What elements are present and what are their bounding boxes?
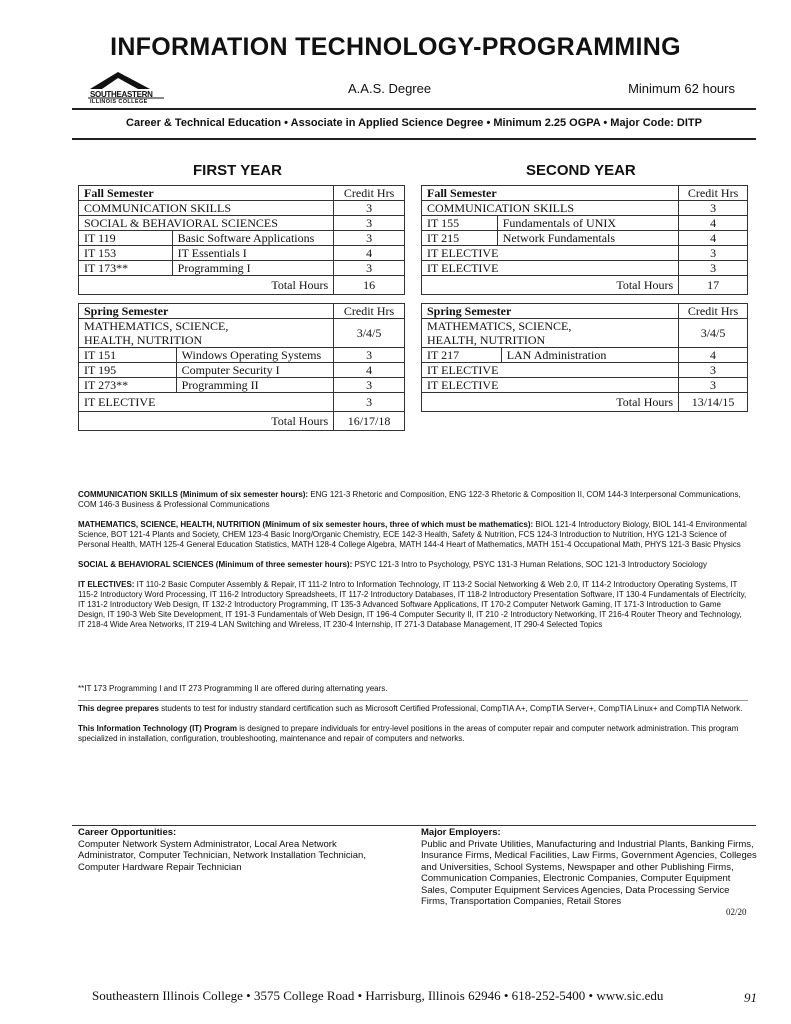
note-text: BIOL 121-4 Introductory Biology, BIOL 141-4 Environmental Science, BOT 121-4 Plants and Society, CHEM 123-4 Basic Inorg/Organic Chemistry, ECE 142-3 Health, Safety & Nutrition, FCS 124-3 Introduction to Nutrition, HYG 121-3 Science of Personal Health, MATH 125-4 General Education Statistics, MATH 128-4 College Algebra, MATH 144-4 Heart of Mathematics, MATH 151-4 Occupational Math, PHYS 121-3 Basic Physics <box>78 520 747 549</box>
revision-code: 02/20 <box>726 907 747 917</box>
course-code: IT 217 <box>422 348 502 363</box>
table-row <box>79 216 405 231</box>
math-science-note <box>78 520 748 550</box>
program-notes <box>78 684 748 754</box>
credit-hours: 3 <box>334 378 405 393</box>
employers-heading: Major Employers: <box>421 827 501 838</box>
course-code: IT 155 <box>422 216 498 231</box>
course-code: IT ELECTIVE <box>422 378 679 393</box>
notes-divider <box>78 700 748 701</box>
credit-hours: 3/4/5 <box>679 319 748 348</box>
credit-hours: 3 <box>679 261 748 276</box>
course-code: IT 273** <box>79 378 177 393</box>
credit-hours: 4 <box>334 246 405 261</box>
credit-hours: 4 <box>679 231 748 246</box>
course-code: IT 215 <box>422 231 498 246</box>
note-label: SOCIAL & BEHAVIORAL SCIENCES (Minimum of three semester hours): <box>78 560 353 569</box>
course-name: Network Fundamentals <box>497 231 678 246</box>
total-row <box>79 412 405 431</box>
employers-text: Public and Private Utilities, Manufacturing and Industrial Plants, Banking Firms, Insurance Firms, Medical Facilities, Law Firms, Government Agencies, Colleges and Universities, School Systems, Newspaper and other Publishing Firms, Communication Companies, Electronic Companies, Computer Equipment Sales, Computer Equipment Services Agencies, Data Processing Service Firms, Transportation Companies, Retail Stores <box>421 838 757 907</box>
credit-hours: 3 <box>334 348 405 363</box>
table-row <box>79 348 405 363</box>
table-row <box>422 201 748 216</box>
credit-hours: 3 <box>334 231 405 246</box>
course-name: Programming II <box>176 378 333 393</box>
semester-title: Spring Semester <box>422 304 679 319</box>
total-row <box>422 393 748 412</box>
credit-hours: 3 <box>679 378 748 393</box>
semester-title: Fall Semester <box>79 186 334 201</box>
credit-hours: 4 <box>679 348 748 363</box>
total-label: Total Hours <box>422 276 679 295</box>
table-row <box>422 363 748 378</box>
course-name: IT Essentials I <box>172 246 333 261</box>
credit-hours: 3 <box>334 261 405 276</box>
table-row <box>422 348 748 363</box>
credit-hours: 3 <box>334 216 405 231</box>
requirement-notes <box>78 490 748 640</box>
course-code: IT ELECTIVE <box>422 261 679 276</box>
course-name: Computer Security I <box>176 363 333 378</box>
program-tagline: Career & Technical Education • Associate in Applied Science Degree • Minimum 2.25 OGPA • Major Code: DITP <box>126 117 702 129</box>
credit-hours: 3 <box>679 201 748 216</box>
total-row <box>422 276 748 295</box>
course-code: COMMUNICATION SKILLS <box>422 201 679 216</box>
total-label: Total Hours <box>422 393 679 412</box>
note-label: IT ELECTIVES: <box>78 580 135 589</box>
major-employers <box>421 827 757 908</box>
course-code: MATHEMATICS, SCIENCE, HEALTH, NUTRITION <box>422 319 679 348</box>
credit-hours: 3 <box>679 246 748 261</box>
tagline-divider <box>72 138 756 140</box>
credit-hours: 3/4/5 <box>334 319 405 348</box>
table-row <box>79 363 405 378</box>
total-label: Total Hours <box>79 412 334 431</box>
table-row <box>422 261 748 276</box>
credit-hours: 4 <box>334 363 405 378</box>
first-year-spring-table <box>78 303 405 431</box>
credit-header: Credit Hrs <box>679 304 748 319</box>
program-description <box>78 724 748 744</box>
table-row <box>422 216 748 231</box>
total-hours: 13/14/15 <box>679 393 748 412</box>
first-year-heading: FIRST YEAR <box>193 162 282 179</box>
course-name: Basic Software Applications <box>172 231 333 246</box>
course-code: IT 119 <box>79 231 173 246</box>
header-divider <box>72 108 756 110</box>
it-electives-note <box>78 580 748 630</box>
course-code: COMMUNICATION SKILLS <box>79 201 334 216</box>
note-text: students to test for industry standard certification such as Microsoft Certified Professional, CompTIA A+, CompTIA Server+, CompTIA Linux+ and CompTIA Network. <box>158 704 743 713</box>
degree-type: A.A.S. Degree <box>348 81 432 96</box>
table-row <box>422 246 748 261</box>
table-row <box>79 246 405 261</box>
course-name: Fundamentals of UNIX <box>497 216 678 231</box>
certification-note <box>78 704 748 714</box>
credit-header: Credit Hrs <box>334 304 405 319</box>
alternating-years-note: **IT 173 Programming I and IT 273 Programming II are offered during alternating years. <box>78 684 388 693</box>
college-logo <box>88 70 166 110</box>
total-label: Total Hours <box>79 276 334 295</box>
course-code: IT 173** <box>79 261 173 276</box>
minimum-hours: Minimum 62 hours <box>628 81 735 96</box>
course-name: Programming I <box>172 261 333 276</box>
note-label: This degree prepares <box>78 704 159 713</box>
course-name: Windows Operating Systems <box>176 348 333 363</box>
note-label: This Information Technology (IT) Program <box>78 724 237 733</box>
note-text: IT 110-2 Basic Computer Assembly & Repair, IT 111-2 Intro to Information Technology, IT 113-2 Social Networking & Web 2.0, IT 114-2 Introductory Operating Systems, IT 115-2 Introductory Word Processing, IT 116-2 Introductory Spreadsheets, IT 117-2 Introductory Databases, IT 118-2 Introductory Presentation Software, IT 130-4 Fundamentals of Electricity, IT 131-2 Introductory Web Design, IT 132-2 Introductory Programming, IT 135-3 Advanced Software Applications, IT 170-2 Computer Network Gaming, IT 171-3 Introduction to Game Design, IT 190-3 Web Site Development, IT 191-3 Fundamentals of Web Design, IT 196-4 Computer Security II, IT 210 -2 Introductory Networking, IT 216-4 Router Theory and Technology, IT 218-4 Wide Area Networks, IT 219-4 LAN Switching and Wireless, IT 230-4 Internship, IT 271-3 Database Management, IT 290-4 Selected Topics <box>78 580 747 629</box>
second-year-heading: SECOND YEAR <box>526 162 636 179</box>
career-opportunities <box>78 827 390 873</box>
total-row <box>79 276 405 295</box>
credit-hours: 3 <box>679 363 748 378</box>
page-title: INFORMATION TECHNOLOGY-PROGRAMMING <box>110 33 681 61</box>
table-row <box>422 378 748 393</box>
course-code: SOCIAL & BEHAVIORAL SCIENCES <box>79 216 334 231</box>
note-text: is designed to prepare individuals for entry-level positions in the areas of computer repair and computer network administration. This program specialized in installation, configuration, troubleshooting, maintenance and repair of computers and networks. <box>78 724 739 743</box>
total-hours: 16/17/18 <box>334 412 405 431</box>
table-row <box>79 393 405 412</box>
footer-address: Southeastern Illinois College • 3575 College Road • Harrisburg, Illinois 62946 • 618-252-5400 • www.sic.edu <box>92 988 664 1003</box>
table-row <box>79 231 405 246</box>
communication-note <box>78 490 748 510</box>
course-code: IT ELECTIVE <box>79 393 334 412</box>
table-row <box>422 319 748 348</box>
credit-header: Credit Hrs <box>679 186 748 201</box>
page-number: 91 <box>744 990 757 1005</box>
course-code: IT ELECTIVE <box>422 363 679 378</box>
total-hours: 16 <box>334 276 405 295</box>
career-heading: Career Opportunities: <box>78 827 177 838</box>
course-name: LAN Administration <box>501 348 678 363</box>
credit-header: Credit Hrs <box>334 186 405 201</box>
note-text: PSYC 121-3 Intro to Psychology, PSYC 131-3 Human Relations, SOC 121-3 Introductory Sociology <box>352 560 707 569</box>
second-year-fall-table <box>421 185 748 295</box>
table-row <box>79 261 405 276</box>
table-row <box>422 231 748 246</box>
semester-title: Spring Semester <box>79 304 334 319</box>
credit-hours: 4 <box>679 216 748 231</box>
table-row <box>79 201 405 216</box>
credit-hours: 3 <box>334 201 405 216</box>
career-text: Computer Network System Administrator, Local Area Network Administrator, Computer Technician, Network Installation Technician, Computer Hardware Repair Technician <box>78 838 366 873</box>
social-science-note <box>78 560 748 570</box>
first-year-fall-table <box>78 185 405 295</box>
course-code: MATHEMATICS, SCIENCE, HEALTH, NUTRITION <box>79 319 334 348</box>
course-code: IT 153 <box>79 246 173 261</box>
course-code: IT ELECTIVE <box>422 246 679 261</box>
course-code: IT 195 <box>79 363 177 378</box>
table-row <box>79 319 405 348</box>
logo-text-southeastern: SOUTHEASTERN <box>90 90 153 99</box>
total-hours: 17 <box>679 276 748 295</box>
course-code: IT 151 <box>79 348 177 363</box>
second-year-spring-table <box>421 303 748 412</box>
note-label: COMMUNICATION SKILLS (Minimum of six semester hours): <box>78 490 309 499</box>
credit-hours: 3 <box>334 393 405 412</box>
semester-title: Fall Semester <box>422 186 679 201</box>
careers-divider <box>72 825 756 826</box>
logo-text-illinois-college: ILLINOIS COLLEGE <box>90 99 148 105</box>
table-row <box>79 378 405 393</box>
note-text: ENG 121-3 Rhetoric and Composition, ENG 122-3 Rhetoric & Composition II, COM 144-3 Interpersonal Communications, COM 146-3 Business & Professional Communications <box>78 490 741 509</box>
note-label: MATHEMATICS, SCIENCE, HEALTH, NUTRITION (Minimum of six semester hours, three of which must be mathematics): <box>78 520 534 529</box>
